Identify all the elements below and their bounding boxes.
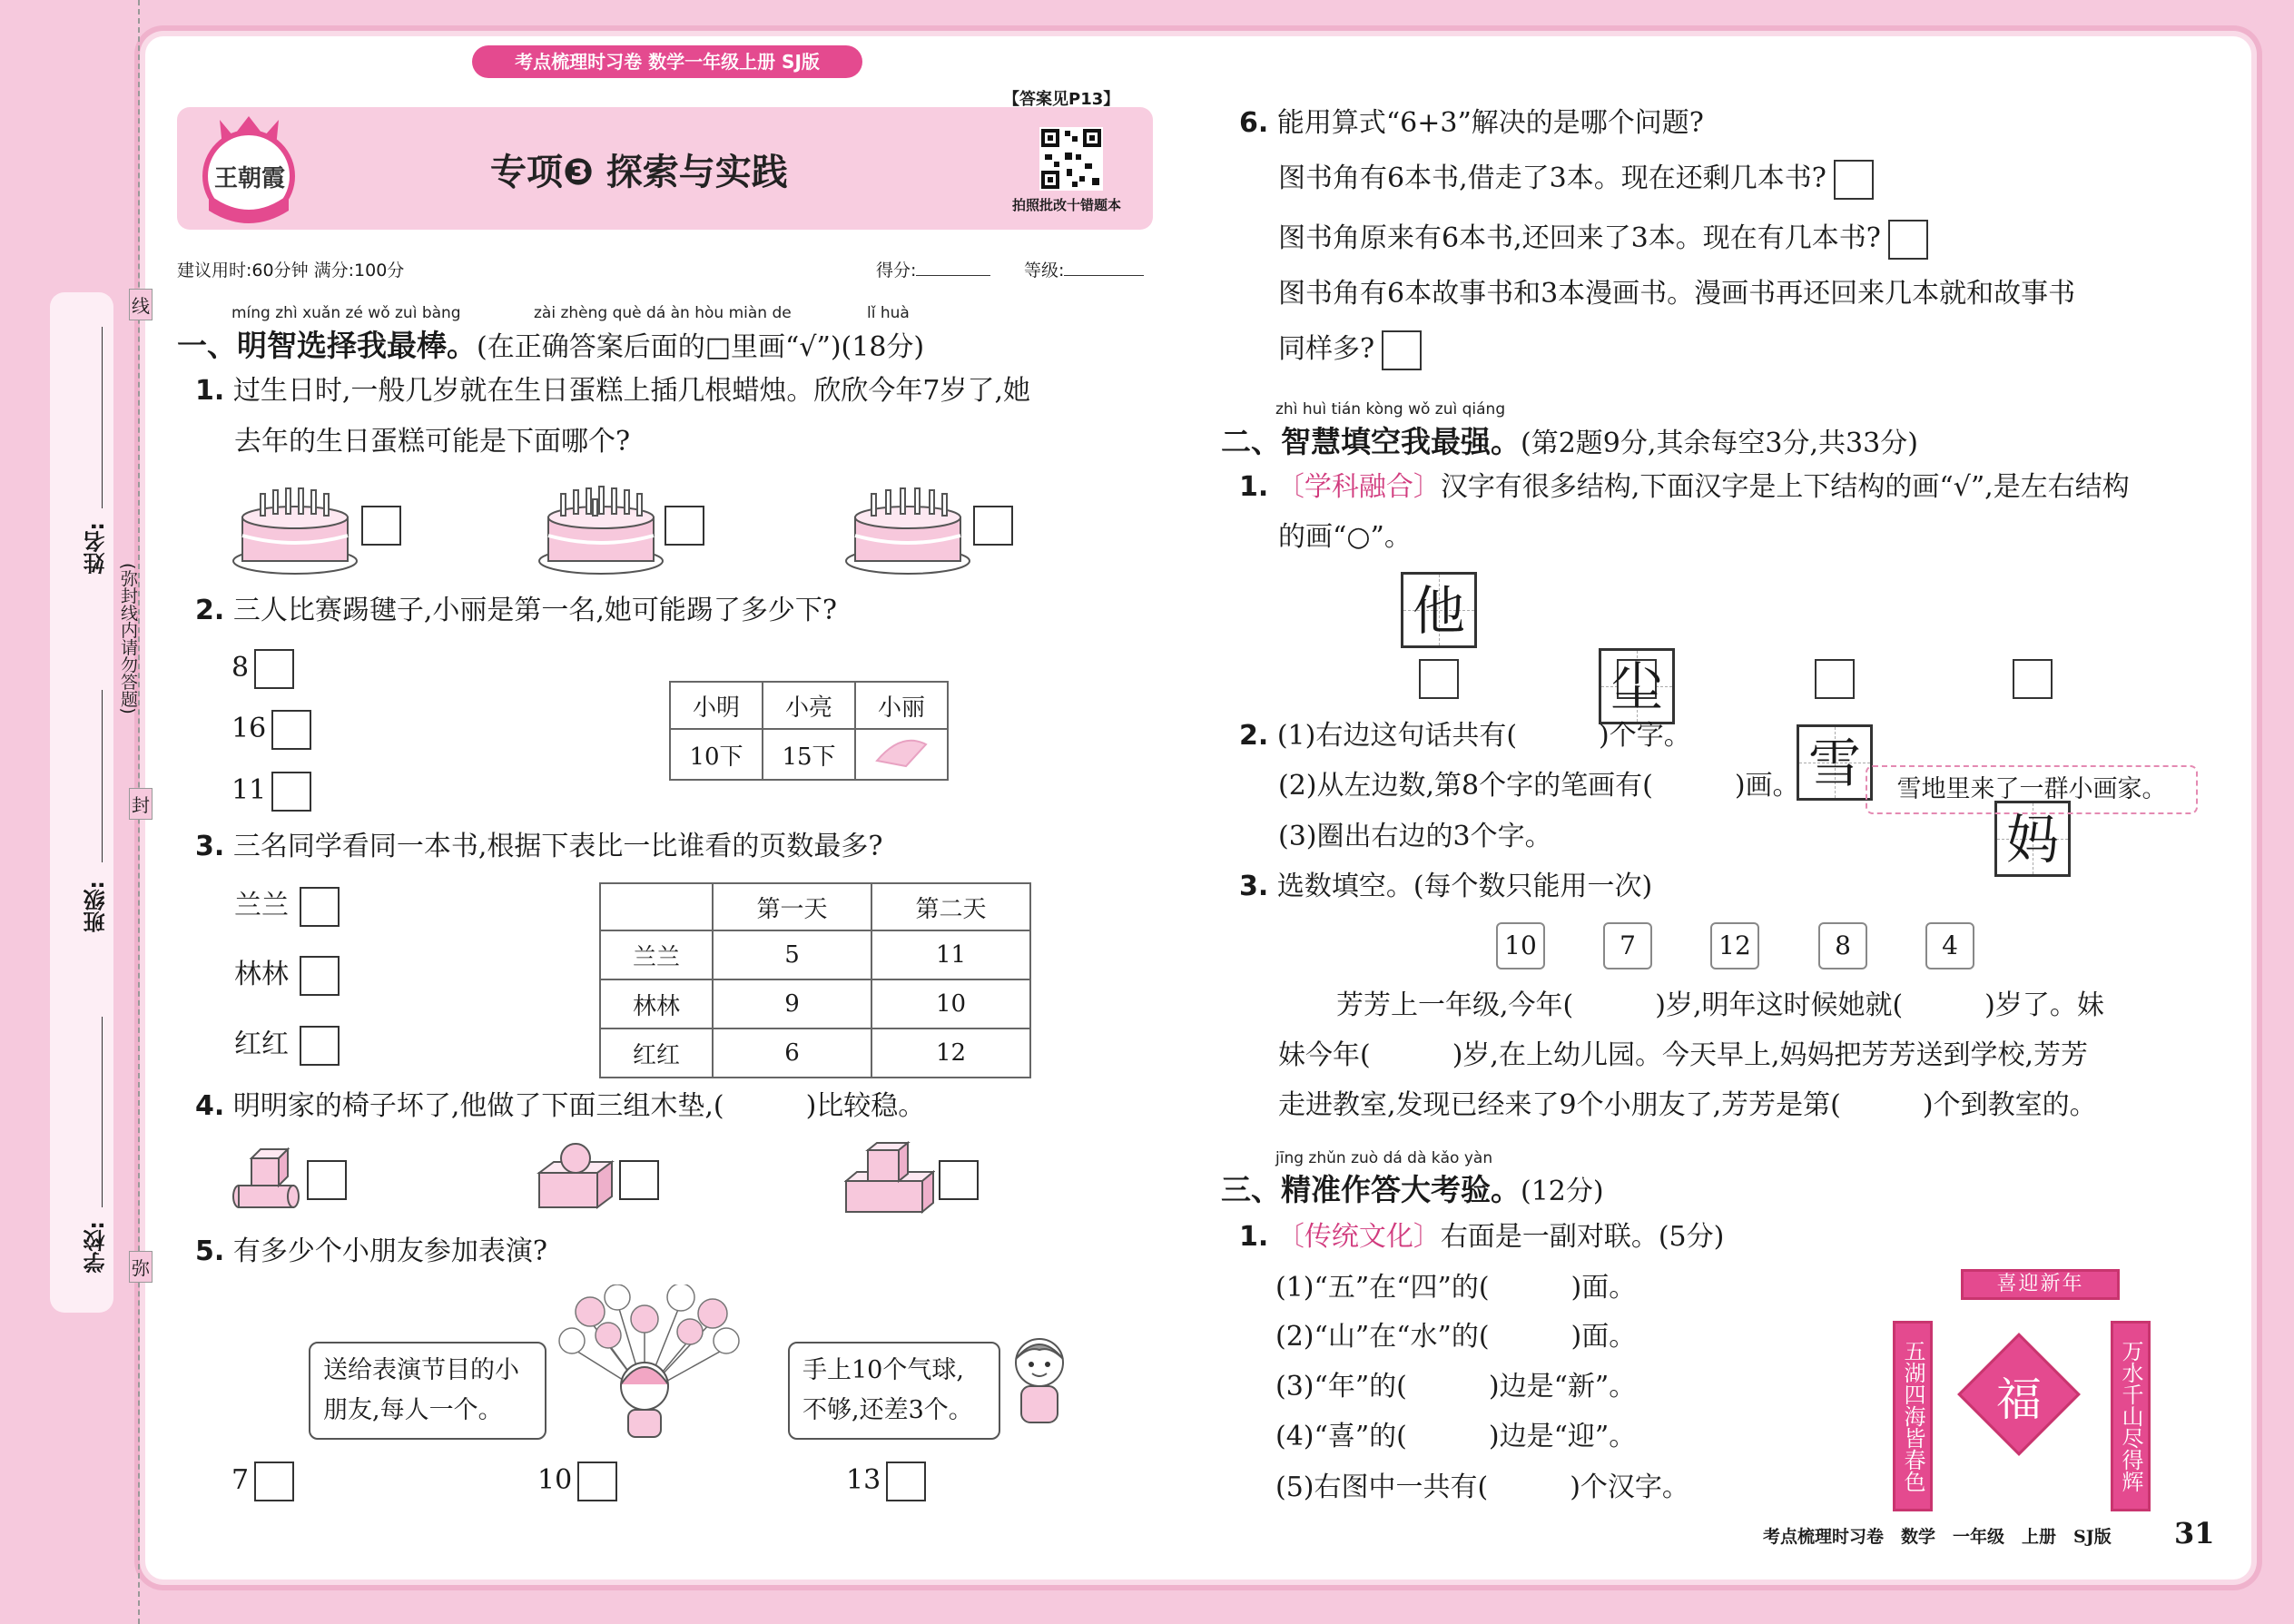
q3-row2-day2: 10 [871,979,1030,1029]
char-xue [1797,724,1873,801]
q5-option-2-checkbox[interactable] [577,1462,617,1501]
q3-stem [195,828,882,866]
class-label: 班级: [84,881,109,933]
cake-icon [537,479,665,575]
s2-q2-sentence: 雪地里来了一群小画家。 [1896,775,2167,803]
q6-text: 能用算式“6+3”解决的是哪个问题? [1276,107,1704,139]
section2-pinyin: zhì huì tián kòng wǒ zuì qiáng [1275,400,1506,418]
q6-option-1-checkbox[interactable] [1834,160,1874,200]
q1-line2: 去年的生日蛋糕可能是下面哪个? [234,426,631,458]
char-ta [1401,572,1477,648]
section1-title: 一、明智选择我最棒。 [177,328,477,363]
q4-text: 明明家的椅子坏了,他做了下面三组木垫,( )比较稳。 [232,1090,926,1122]
section3-pinyin: jīng zhǔn zuò dá dà kǎo yàn [1275,1149,1493,1167]
block-set-a [231,1146,304,1215]
q2-option-3-checkbox[interactable] [271,772,311,812]
q2-option-2-checkbox[interactable] [271,710,311,750]
char-xue-text: 雪 [1807,733,1861,794]
q5-option-1-checkbox[interactable] [254,1462,294,1501]
s2-q2-c: (3)圈出右边的3个字。 [1278,821,1552,852]
s2-q3-para2: 妹今年( )岁,在上幼儿园。今天早上,妈妈把芳芳送到学校,芳芳 [1278,1039,2089,1071]
char-chen-text: 尘 [1610,656,1663,718]
s2-q2-a [1239,717,1691,755]
s3-q1-text: 右面是一副对联。(5分) [1440,1221,1725,1253]
char-ta-text: 他 [1412,580,1465,642]
couplet-right-text: 万水千山尽得辉 [2118,1340,2143,1492]
q3-row1-day1: 5 [713,930,871,979]
block-stack-icon [844,1139,935,1214]
s2-q3-para1: 芳芳上一年级,今年( )岁,明年这时候她就( )岁了。妹 [1336,989,2104,1021]
s3-item-5: (5)右图中一共有( )个汉字。 [1275,1471,1689,1503]
char-ma-text: 妈 [2005,809,2059,871]
qr-code-icon [1039,127,1103,191]
q2-stem [195,592,837,630]
q5-stem [195,1233,547,1271]
section3-score: (12分) [1521,1176,1604,1207]
q5-option-1 [231,1462,294,1501]
class-field[interactable] [80,690,107,962]
couplet-left-text: 五湖四海皆春色 [1900,1340,1925,1492]
s2-q1-tag: 〔学科融合〕 [1276,471,1441,503]
grade-field[interactable] [1024,257,1144,281]
q2-option-2 [231,710,311,750]
q3-text: 三名同学看同一本书,根据下表比一比谁看的页数最多? [232,831,883,862]
q1-number: 1. [195,375,225,407]
q5-option-1-label: 7 [231,1464,250,1496]
q3-option-3-label: 红红 [234,1029,289,1060]
q3-row1-day2: 11 [871,930,1030,979]
block-stack-icon [536,1142,617,1211]
seal-feng-label: 封 [129,788,153,820]
sealing-notice: (弥封线内请勿答题) [118,563,138,714]
block-stack-icon [231,1146,304,1211]
q3-row1-name: 兰兰 [600,930,713,979]
q3-option-1-label: 兰兰 [234,890,289,921]
speech-bubble-boy: 手上10个气球,不够,还差3个。 [788,1342,1000,1440]
boy-icon [1003,1330,1076,1430]
section1-pinyin-2: zài zhèng què dá àn hòu miàn de [534,304,792,322]
q5-option-3-checkbox[interactable] [886,1462,926,1501]
couplet-left-scroll [1893,1321,1933,1511]
section2-instructions: (第2题9分,其余每空3分,共33分) [1521,428,1918,459]
answer-reference: 【答案见P13】 [1003,90,1120,109]
series-banner [472,45,862,78]
q3-option-2 [234,956,340,996]
q2-header-xiaoli: 小丽 [855,682,948,729]
s2-q1-stem [1239,468,2130,507]
qr-caption: 拍照批改十错题本 [1012,197,1122,213]
q2-option-3-label: 11 [231,774,267,806]
s3-q1-number: 1. [1239,1221,1269,1253]
page-number: 31 [2174,1516,2215,1550]
q6-option-3b-text: 同样多? [1278,333,1375,365]
q5-option-2 [537,1462,617,1501]
q6-option-3b [1278,330,1422,370]
cake-c-checkbox[interactable] [973,506,1013,546]
seal-line-label: 线 [129,289,153,320]
q1-stem [195,372,1030,410]
publisher-logo [192,111,306,227]
qr-code[interactable] [1039,127,1103,191]
section2-title: 二、智慧填空我最强。 [1221,424,1521,459]
q6-option-3a: 图书角有6本故事书和3本漫画书。漫画书再还回来几本就和故事书 [1278,278,2076,310]
q2-option-2-label: 16 [231,713,267,744]
time-info: 建议用时:60分钟 满分:100分 [177,261,405,281]
q2-value-xiaoli [855,729,948,780]
q5-option-2-label: 10 [537,1464,573,1496]
q2-value-xiaoming: 10下 [670,729,763,780]
s3-item-2: (2)“山”在“水”的( )面。 [1275,1321,1637,1353]
q3-header-day1: 第一天 [713,883,871,930]
s2-q3-para3: 走进教室,发现已经来了9个小朋友了,芳芳是第( )个到教室的。 [1278,1089,2097,1121]
series-banner-text: 考点梳理时习卷 数学一年级上册 SJ版 [515,51,820,73]
couplet-right-scroll [2111,1321,2151,1511]
char-xue-checkbox[interactable] [1815,659,1855,699]
q2-number: 2. [195,595,225,626]
q2-header-xiaoming: 小明 [670,682,763,729]
number-card-10: 10 [1496,922,1545,969]
s3-item-4: (4)“喜”的( )边是“迎”。 [1275,1421,1637,1452]
cake-icon [844,479,971,575]
s2-q1-number: 1. [1239,471,1269,503]
score-field[interactable] [876,257,990,281]
q3-row3-day2: 12 [871,1029,1030,1078]
s2-q3-text: 选数填空。(每个数只能用一次) [1276,871,1653,902]
seal-mi-label: 弥 [129,1251,153,1283]
block-set-c [844,1139,935,1217]
cake-b-checkbox[interactable] [665,506,704,546]
q5-text: 有多少个小朋友参加表演? [232,1235,547,1267]
name-field[interactable] [80,327,107,599]
fu-character: 福 [1996,1373,2042,1426]
q3-row2-day1: 9 [713,979,871,1029]
char-chen [1599,648,1675,724]
s3-q1-stem [1239,1218,1724,1256]
score-label: 得分: [876,261,917,281]
q6-option-2-checkbox[interactable] [1888,220,1928,260]
q2-text: 三人比赛踢毽子,小丽是第一名,她可能踢了多少下? [232,595,837,626]
s2-q2-a-text: (1)右边这句话共有( )个字。 [1276,720,1691,752]
q3-header-blank [600,883,713,930]
block-set-b [536,1142,617,1215]
q3-option-2-label: 林林 [234,959,289,990]
section1-heading [177,322,924,365]
q5-option-3 [846,1462,926,1501]
s2-q2-number: 2. [1239,720,1269,752]
cake-icon [231,479,359,575]
page-title: 专项❸ 探索与实践 [490,152,788,193]
section1-pinyin: míng zhì xuǎn zé wǒ zuì bàng [231,304,461,322]
cake-option-c [844,479,971,578]
q3-option-2-checkbox[interactable] [300,956,340,996]
couplet-horizontal-scroll [1961,1269,2120,1300]
q3-header-day2: 第二天 [871,883,1030,930]
footer-series: 考点梳理时习卷 数学 一年级 上册 SJ版 [1763,1527,2112,1547]
name-label: 姓名: [84,522,109,575]
char-ta-checkbox[interactable] [1419,659,1459,699]
q5-option-3-label: 13 [846,1464,881,1496]
q6-option-1 [1278,160,1874,200]
q6-option-2-text: 图书角原来有6本书,还回来了3本。现在有几本书? [1278,222,1881,254]
block-b-checkbox[interactable] [619,1160,659,1200]
char-ma-checkbox[interactable] [2013,659,2053,699]
q3-row2-name: 林林 [600,979,713,1029]
number-card-4: 4 [1925,922,1974,969]
q5-number: 5. [195,1235,225,1267]
couplet-top-text: 喜迎新年 [1996,1273,2084,1295]
q3-table [599,882,1031,1078]
q6-option-2 [1278,220,1928,260]
s2-q1-line2: 的画“○”。 [1278,521,1412,553]
s2-q2-b: (2)从左边数,第8个字的笔画有( )画。 [1278,770,1800,802]
section3-title: 三、精准作答大考验。 [1221,1172,1521,1207]
girl-with-balloons [554,1284,744,1442]
q6-option-1-text: 图书角有6本书,借走了3本。现在还剩几本书? [1278,162,1826,194]
cake-a-checkbox[interactable] [361,506,401,546]
q3-row3-day1: 6 [713,1029,871,1078]
s3-item-1: (1)“五”在“四”的( )面。 [1275,1272,1637,1304]
q4-number: 4. [195,1090,225,1122]
s2-q3-stem [1239,868,1652,906]
q3-option-3-checkbox[interactable] [300,1026,340,1066]
s2-q2-sentence-box [1866,765,2198,814]
section2-heading [1221,418,1918,461]
section1-pinyin-3: lǐ huà [867,304,910,322]
q2-option-1 [231,649,294,689]
boy-figure [1003,1330,1076,1433]
shuttlecock-icon [870,735,933,768]
cake-option-a [231,479,359,578]
section1-instructions: (在正确答案后面的□里画“√”)(18分) [477,331,925,363]
speech-bubble-girl: 送给表演节目的小朋友,每人一个。 [309,1342,546,1440]
q2-value-xiaoliang: 15下 [763,729,855,780]
cake-option-b [537,479,665,578]
q3-option-1 [234,887,340,927]
number-card-7: 7 [1603,922,1652,969]
block-a-checkbox[interactable] [307,1160,347,1200]
school-field[interactable] [80,1017,107,1289]
q3-option-1-checkbox[interactable] [300,887,340,927]
number-card-8: 8 [1818,922,1867,969]
q2-option-3 [231,772,311,812]
number-card-12: 12 [1710,922,1759,969]
s2-q3-number: 3. [1239,871,1269,902]
block-c-checkbox[interactable] [939,1160,979,1200]
section3-heading [1221,1166,1604,1209]
q3-option-3 [234,1026,340,1066]
q6-stem [1239,104,1704,143]
q6-option-3-checkbox[interactable] [1382,330,1422,370]
girl-balloons-icon [554,1284,744,1439]
school-label: 学校: [84,1221,109,1274]
q2-option-1-checkbox[interactable] [254,649,294,689]
logo-text: 王朝霞 [213,165,285,192]
q4-stem [195,1088,925,1126]
s3-q1-tag: 〔传统文化〕 [1276,1221,1441,1253]
grade-label: 等级: [1024,261,1065,281]
q3-row3-name: 红红 [600,1029,713,1078]
s3-item-3: (3)“年”的( )边是“新”。 [1275,1371,1637,1403]
q1-line1: 过生日时,一般几岁就在生日蛋糕上插几根蜡烛。欣欣今年7岁了,她 [232,375,1030,407]
q3-number: 3. [195,831,225,862]
q2-option-1-label: 8 [231,652,250,684]
q2-table [669,681,949,781]
q2-header-xiaoliang: 小亮 [763,682,855,729]
s2-q1-line1: 汉字有很多结构,下面汉字是上下结构的画“√”,是左右结构 [1440,471,2130,503]
q6-number: 6. [1239,107,1269,139]
